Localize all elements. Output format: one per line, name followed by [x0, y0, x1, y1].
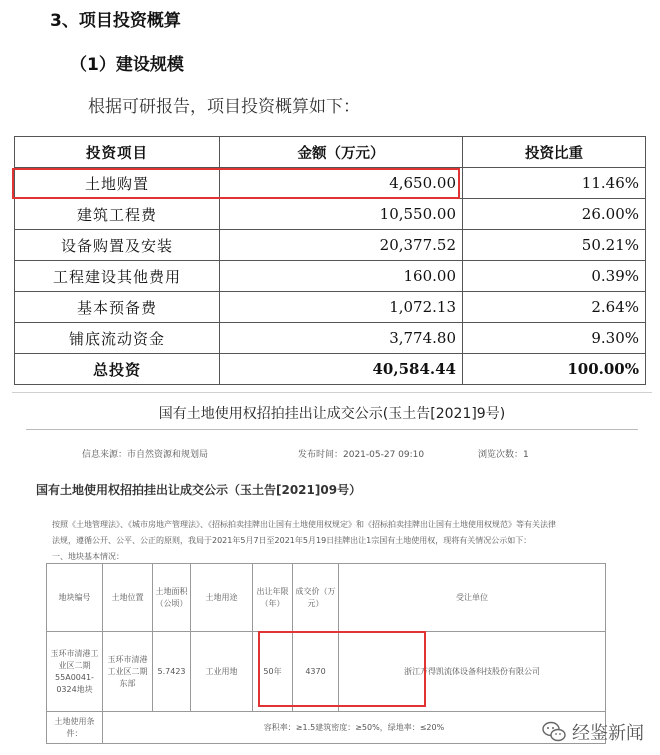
land-header: 土地用途 [191, 564, 253, 632]
meta-views: 浏览次数：1 [478, 450, 529, 460]
row-item: 设备购置及安装 [15, 230, 220, 261]
row-pct: 11.46% [463, 168, 646, 199]
land-years: 50年 [253, 632, 293, 712]
notice-title: 国有土地使用权招拍挂出让成交公示(玉土告[2021]9号) [158, 406, 506, 422]
row-amount: 4,650.00 [220, 168, 463, 199]
row-pct: 2.64% [463, 292, 646, 323]
row-amount: 160.00 [220, 261, 463, 292]
land-location: 玉环市清港工业区二期东部 [103, 632, 153, 712]
meta-source: 信息来源：市自然资源和规划局 [82, 450, 209, 460]
row-amount: 20,377.52 [220, 230, 463, 261]
land-table-row [47, 712, 606, 744]
list-heading: 一、地块基本情况： [52, 552, 124, 561]
header-pct: 投资比重 [463, 137, 646, 168]
row-amount: 1,072.13 [220, 292, 463, 323]
land-buyer: 浙江万得凯流体设备科技股份有限公司 [339, 632, 606, 712]
land-conditions-label: 土地使用条件： [47, 712, 103, 744]
table-row [15, 261, 646, 292]
row-amount: 10,550.00 [220, 199, 463, 230]
land-header: 地块编号 [47, 564, 103, 632]
row-item: 土地购置 [15, 168, 220, 199]
total-pct: 100.00% [463, 354, 646, 385]
header-amount: 金额（万元） [220, 137, 463, 168]
notice-paragraph-2: 法规，遵循公开、公平、公正的原则，我局于2021年5月7日至2021年5月19日挂牌出让1宗国有土地使用权，现将有关情况公示如下： [52, 536, 532, 545]
total-item: 总投资 [15, 354, 220, 385]
table-row [15, 292, 646, 323]
row-item: 建筑工程费 [15, 199, 220, 230]
land-header: 土地面积（公顷） [153, 564, 191, 632]
section-heading: 3、项目投资概算 [50, 11, 181, 31]
land-area: 5.7423 [153, 632, 191, 712]
land-conditions-value: 容积率：≥1.5建筑密度：≥50%，绿地率：≤20% [103, 712, 606, 744]
land-header: 受让单位 [339, 564, 606, 632]
land-auction-notice [12, 392, 652, 753]
table-row [15, 199, 646, 230]
land-table-header-row [47, 564, 606, 632]
row-item: 基本预备费 [15, 292, 220, 323]
notice-subtitle: 国有土地使用权招拍挂出让成交公示（玉土告[2021]09号） [36, 483, 362, 497]
row-pct: 26.00% [463, 199, 646, 230]
land-header: 出让年限（年） [253, 564, 293, 632]
land-code: 玉环市清港工业区二期 55A0041-0324地块 [47, 632, 103, 712]
notice-paragraph: 按照《土地管理法》、《城市房地产管理法》、《招标拍卖挂牌出让国有土地使用权规定》和《招标拍卖挂牌出让国有土地使用权规范》等有关法律 [52, 520, 556, 529]
row-pct: 50.21% [463, 230, 646, 261]
table-row [15, 230, 646, 261]
price-buyer-highlight-box [258, 631, 426, 707]
watermark-text: 经鉴新闻 [572, 723, 644, 744]
row-pct: 0.39% [463, 261, 646, 292]
land-purchase-highlight-box [12, 168, 460, 199]
table-header-row [15, 137, 646, 168]
header-item: 投资项目 [15, 137, 220, 168]
land-price: 4370 [293, 632, 339, 712]
row-item: 工程建设其他费用 [15, 261, 220, 292]
wechat-icon [542, 721, 566, 743]
land-header: 成交价（万元） [293, 564, 339, 632]
meta-date: 发布时间：2021-05-27 09:10 [298, 450, 425, 460]
row-item: 铺底流动资金 [15, 323, 220, 354]
total-amount: 40,584.44 [220, 354, 463, 385]
subsection-heading: （1）建设规模 [70, 55, 184, 75]
title-divider [26, 429, 638, 430]
intro-text: 根据可研报告，项目投资概算如下： [88, 97, 360, 117]
row-amount: 3,774.80 [220, 323, 463, 354]
land-header: 土地位置 [103, 564, 153, 632]
land-use: 工业用地 [191, 632, 253, 712]
table-total-row [15, 354, 646, 385]
watermark [542, 719, 644, 745]
row-pct: 9.30% [463, 323, 646, 354]
table-row [15, 323, 646, 354]
